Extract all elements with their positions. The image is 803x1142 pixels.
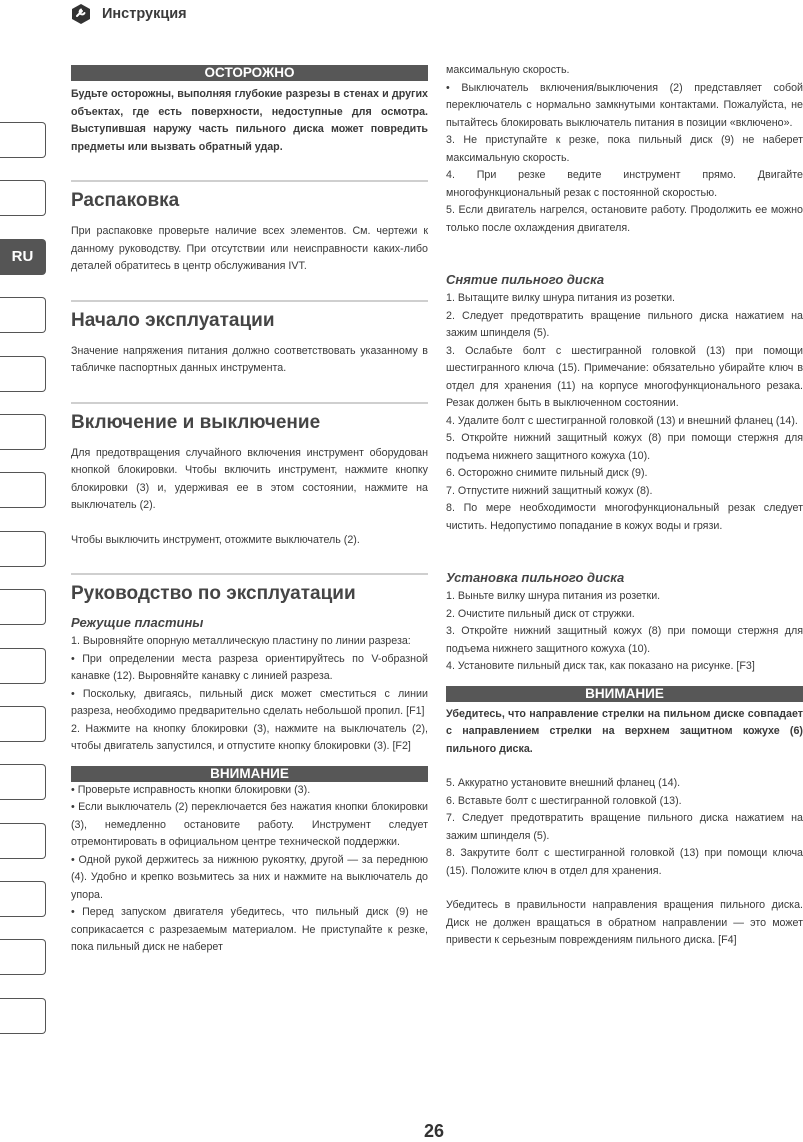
attention-bar: ВНИМАНИЕ: [71, 766, 428, 782]
list-item: • Выключатель включения/выключения (2) представляет собой переключатель с нормально замкнутыми контактами. Пожалуйста, не пытайтесь блокировать выключатель питания в позиции «включено».: [446, 81, 803, 129]
section-onoff: [71, 402, 428, 438]
list-item: • Поскольку, двигаясь, пильный диск может сместиться с линии разреза, необходимо предварительно сделать небольшой пропил. [F1]: [71, 687, 428, 717]
left-column: [71, 62, 428, 957]
list-item: 6. Вставьте болт с шестигранной головкой (13).: [446, 794, 682, 807]
language-tab[interactable]: [0, 297, 46, 333]
language-tab[interactable]: [0, 589, 46, 625]
header-title: Инструкция: [102, 6, 187, 22]
list-item: 3. Откройте нижний защитный кожух (8) при помощи стержня для подъема нижнего защитного кожуха (10).: [446, 625, 803, 655]
language-tab[interactable]: [0, 472, 46, 508]
list-item: 5. Откройте нижний защитный кожух (8) при помощи стержня для подъема нижнего защитного кожуха (10).: [446, 432, 803, 462]
language-tab[interactable]: [0, 122, 46, 158]
page-number: 26: [424, 1121, 445, 1141]
language-tab[interactable]: [0, 648, 46, 684]
section-title-start: Начало эксплуатации: [71, 309, 275, 331]
section-title-unpacking: Распаковка: [71, 190, 180, 211]
list-item: 5. Если двигатель нагрелся, остановите работу. Продолжить ее можно только после охлаждения двигателя.: [446, 204, 803, 234]
list-item: 3. Ослабьте болт с шестигранной головкой (13) при помощи шестигранного ключа (15). Примечание: обязательно убирайте ключ в отдел для хранения (11) на корпусе многофункционального резака. Резак должен быть в выключенном состоянии.: [446, 344, 803, 409]
list-item: 4. Установите пильный диск так, как показано на рисунке. [F3]: [446, 660, 755, 672]
page-header: [70, 0, 187, 28]
right-column: [446, 62, 803, 950]
language-tab[interactable]: [0, 706, 46, 742]
section-title-onoff: Включение и выключение: [71, 411, 321, 433]
list-item: 4. При резке ведите инструмент прямо. Двигайте многофункциональный резак с постоянной скоростью.: [446, 169, 803, 199]
wrench-logo-icon: [70, 3, 92, 25]
section-guide: [71, 573, 428, 609]
list-item: максимальную скорость.: [446, 64, 570, 76]
list-item: 1. Вытащите вилку шнура питания из розетки.: [446, 292, 676, 304]
language-tab[interactable]: [0, 531, 46, 567]
language-tab[interactable]: [0, 414, 46, 450]
caution-bar: ОСТОРОЖНО: [71, 65, 428, 81]
onoff-text: Для предотвращения случайного включения инструмент оборудован кнопкой блокировки. Чтобы включить инструмент, нажмите кнопку блокировки (3) и, удерживая ее в этом состоянии, нажмите на выключатель (2).: [71, 446, 428, 511]
list-item: 8. Закрутите болт с шестигранной головкой (13) при помощи ключа (15). Положите ключ в отдел для хранения.: [446, 847, 803, 877]
caution-text: Будьте осторожны, выполняя глубокие разрезы в стенах и других объектах, где есть поверхности, недоступные для осмотра. Выступившая наружу часть пильного диска может повредить предметы или вызвать обратный удар.: [71, 88, 428, 153]
list-item: 8. По мере необходимости многофункциональный резак следует чистить. Недопустимо попадание в кожух воды и грязи.: [446, 502, 803, 532]
section-unpacking: [71, 180, 428, 216]
list-item: 2. Следует предотвратить вращение пильного диска нажатием на зажим шпинделя (5).: [446, 309, 803, 339]
onoff-text-off: Чтобы выключить инструмент, отожмите выключатель (2).: [71, 533, 360, 546]
language-tab[interactable]: [0, 881, 46, 917]
list-item: 7. Отпустите нижний защитный кожух (8).: [446, 484, 653, 497]
subsection-title-install: Установка пильного диска: [446, 570, 625, 585]
list-item: • Если выключатель (2) переключается без нажатия кнопки блокировки (3), немедленно остановите работу. Инструмент следует отремонтировать в официальном центре технической поддержки.: [71, 801, 428, 848]
list-item: 7. Следует предотвратить вращение пильного диска нажатием на зажим шпинделя (5).: [446, 812, 803, 842]
list-item: 2. Нажмите на кнопку блокировки (3), нажмите на выключатель (2), чтобы двигатель запустился, и отпустите кнопку блокировки (3). [F2]: [71, 722, 428, 752]
language-tab[interactable]: [0, 939, 46, 975]
subsection-title-plates: Режущие пластины: [71, 615, 204, 630]
unpacking-text: При распаковке проверьте наличие всех элементов. См. чертежи к данному руководству. При отсутствии или неисправности каких-либо деталей обратитесь в центр обслуживания IVT.: [71, 225, 428, 272]
language-tab-label: RU: [11, 248, 34, 266]
section-title-guide: Руководство по эксплуатации: [71, 583, 356, 604]
list-item: 5. Аккуратно установите внешний фланец (14).: [446, 777, 681, 789]
list-item: 3. Не приступайте к резке, пока пильный диск (9) не наберет максимальную скорость.: [446, 134, 803, 164]
list-item: 4. Удалите болт с шестигранной головкой (13) и внешний фланец (14).: [446, 414, 798, 427]
language-tab[interactable]: [0, 764, 46, 800]
list-item: 1. Выньте вилку шнура питания из розетки.: [446, 590, 661, 602]
language-tab[interactable]: [0, 356, 46, 392]
attention-bar: ВНИМАНИЕ: [446, 686, 803, 702]
language-tab[interactable]: [0, 180, 46, 216]
list-item: • Перед запуском двигателя убедитесь, что пильный диск (9) не соприкасается с разрезаемым материалом. Не приступайте к резке, пока пильный диск не наберет: [71, 906, 428, 953]
attention-text: Убедитесь, что направление стрелки на пильном диске совпадает с направлением стрелки на верхнем защитном кожухе (6) пильного диска.: [446, 707, 803, 755]
language-tab[interactable]: [0, 998, 46, 1034]
language-tab-ru[interactable]: [0, 239, 46, 275]
list-item: • Проверьте исправность кнопки блокировки (3).: [71, 783, 311, 796]
list-item: 2. Очистите пильный диск от стружки.: [446, 607, 635, 620]
list-item: • Одной рукой держитесь за нижнюю рукоятку, другой — за переднюю (4). Удобно и крепко возьмитесь за них и нажмите на выключатель до упора.: [71, 853, 428, 901]
list-item: 1. Выровняйте опорную металлическую пластину по линии разреза:: [71, 635, 411, 647]
section-start: [71, 300, 428, 336]
language-tabs: [0, 122, 46, 1056]
closing-text: Убедитесь в правильности направления вращения пильного диска. Диск не должен вращаться в обратном направлении — это может привести к серьезным повреждениям пильного диска. [F4]: [446, 899, 803, 946]
subsection-title-remove: Снятие пильного диска: [446, 272, 605, 287]
language-tab[interactable]: [0, 823, 46, 859]
list-item: 6. Осторожно снимите пильный диск (9).: [446, 467, 648, 479]
start-text: Значение напряжения питания должно соответствовать указанному в табличке паспортных данных инструмента.: [71, 344, 428, 374]
list-item: • При определении места разреза ориентируйтесь по V-образной канавке (12). Выровняйте канавку с линией разреза.: [71, 652, 428, 682]
